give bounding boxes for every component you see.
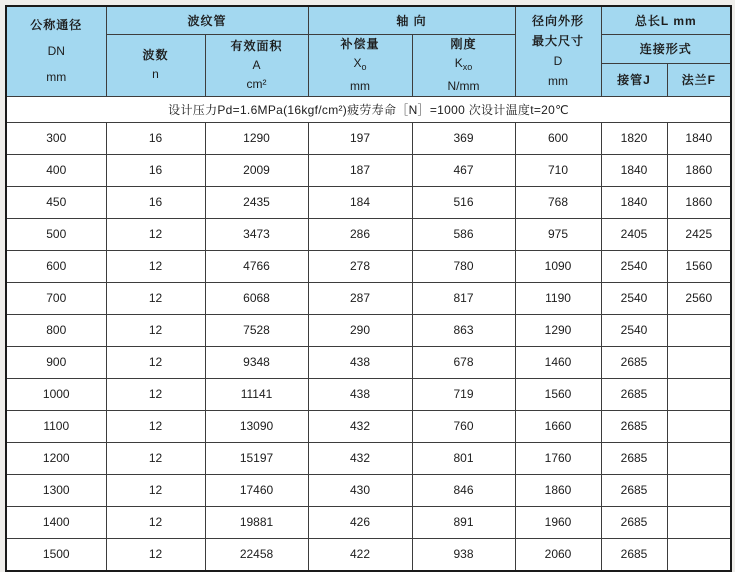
cell-radial-max-size: 1560	[515, 378, 601, 410]
cell-wave-count: 12	[106, 250, 205, 282]
cell-effective-area: 19881	[205, 506, 308, 538]
cell-wave-count: 12	[106, 474, 205, 506]
cell-radial-max-size: 710	[515, 154, 601, 186]
header-unit: mm	[46, 70, 67, 85]
cell-compensation: 278	[308, 250, 412, 282]
header-cell-flange-end	[667, 63, 731, 96]
cell-radial-max-size: 975	[515, 218, 601, 250]
cell-wave-count: 12	[106, 314, 205, 346]
header-label: 有效面积	[230, 38, 283, 53]
cell-wave-count: 12	[106, 538, 205, 571]
table-row	[6, 506, 731, 538]
header-group-connection-type	[601, 34, 731, 63]
header-label: 连接形式	[639, 42, 692, 57]
header-cell-effective-area	[205, 34, 308, 96]
cell-pipe-length: 2685	[601, 378, 667, 410]
cell-flange-length	[667, 474, 731, 506]
cell-wave-count: 12	[106, 218, 205, 250]
header-symbol: DN	[47, 44, 65, 59]
table-row	[6, 154, 731, 186]
cell-stiffness: 846	[412, 474, 515, 506]
cell-effective-area: 1290	[205, 122, 308, 154]
cell-wave-count: 12	[106, 378, 205, 410]
cell-compensation: 432	[308, 410, 412, 442]
cell-dn: 1000	[6, 378, 106, 410]
header-label: 法兰F	[681, 73, 716, 88]
header-cell-stiffness	[412, 34, 515, 96]
cell-dn: 1100	[6, 410, 106, 442]
cell-pipe-length: 1840	[601, 186, 667, 218]
cell-wave-count: 12	[106, 346, 205, 378]
cell-dn: 1200	[6, 442, 106, 474]
cell-compensation: 197	[308, 122, 412, 154]
cell-effective-area: 17460	[205, 474, 308, 506]
header-cell-radial-max-size	[515, 6, 601, 96]
cell-flange-length: 2425	[667, 218, 731, 250]
cell-wave-count: 12	[106, 282, 205, 314]
table-row	[6, 410, 731, 442]
cell-effective-area: 22458	[205, 538, 308, 571]
table-row	[6, 314, 731, 346]
cell-flange-length: 1860	[667, 154, 731, 186]
header-label: 接管J	[617, 73, 651, 88]
cell-compensation: 187	[308, 154, 412, 186]
cell-flange-length	[667, 538, 731, 571]
cell-stiffness: 467	[412, 154, 515, 186]
cell-compensation: 290	[308, 314, 412, 346]
cell-compensation: 287	[308, 282, 412, 314]
cell-radial-max-size: 768	[515, 186, 601, 218]
cell-wave-count: 12	[106, 442, 205, 474]
header-cell-nominal-diameter	[6, 6, 106, 96]
cell-compensation: 286	[308, 218, 412, 250]
header-unit: mm	[548, 74, 569, 89]
cell-dn: 500	[6, 218, 106, 250]
cell-radial-max-size: 1960	[515, 506, 601, 538]
table-row	[6, 218, 731, 250]
cell-wave-count: 16	[106, 122, 205, 154]
table-row	[6, 378, 731, 410]
cell-stiffness: 369	[412, 122, 515, 154]
cell-pipe-length: 2685	[601, 346, 667, 378]
cell-effective-area: 2009	[205, 154, 308, 186]
cell-flange-length: 1560	[667, 250, 731, 282]
cell-dn: 400	[6, 154, 106, 186]
cell-flange-length	[667, 346, 731, 378]
cell-flange-length	[667, 314, 731, 346]
header-symbol: A	[252, 57, 261, 72]
header-label: 刚度	[450, 36, 477, 51]
symbol-subscript: o	[361, 61, 367, 72]
cell-radial-max-size: 600	[515, 122, 601, 154]
cell-flange-length	[667, 506, 731, 538]
cell-stiffness: 760	[412, 410, 515, 442]
cell-effective-area: 6068	[205, 282, 308, 314]
cell-stiffness: 891	[412, 506, 515, 538]
header-symbol: n	[152, 67, 159, 81]
cell-compensation: 430	[308, 474, 412, 506]
cell-radial-max-size: 1460	[515, 346, 601, 378]
cell-stiffness: 719	[412, 378, 515, 410]
cell-effective-area: 11141	[205, 378, 308, 410]
table-row	[6, 250, 731, 282]
header-group-total-length	[601, 6, 731, 34]
cell-radial-max-size: 2060	[515, 538, 601, 571]
cell-pipe-length: 2540	[601, 314, 667, 346]
table-row	[6, 474, 731, 506]
table-row	[6, 538, 731, 571]
cell-radial-max-size: 1660	[515, 410, 601, 442]
header-label: 公称通径	[30, 18, 83, 33]
table-row	[6, 122, 731, 154]
header-label: 补偿量	[340, 36, 380, 51]
header-label: 最大尺寸	[532, 34, 585, 49]
cell-effective-area: 4766	[205, 250, 308, 282]
cell-flange-length	[667, 378, 731, 410]
header-cell-compensation	[308, 34, 412, 96]
bellows-spec-table	[5, 5, 732, 572]
cell-flange-length	[667, 442, 731, 474]
cell-pipe-length: 1840	[601, 154, 667, 186]
cell-dn: 1400	[6, 506, 106, 538]
header-cell-wave-count	[106, 34, 205, 96]
cell-stiffness: 817	[412, 282, 515, 314]
cell-pipe-length: 1820	[601, 122, 667, 154]
cell-stiffness: 863	[412, 314, 515, 346]
header-label: 径向外形	[532, 14, 585, 29]
symbol-subscript: xo	[462, 61, 473, 72]
table-row	[6, 442, 731, 474]
cell-compensation: 184	[308, 186, 412, 218]
cell-stiffness: 678	[412, 346, 515, 378]
cell-dn: 450	[6, 186, 106, 218]
cell-compensation: 438	[308, 378, 412, 410]
cell-effective-area: 7528	[205, 314, 308, 346]
cell-pipe-length: 2405	[601, 218, 667, 250]
cell-wave-count: 12	[106, 506, 205, 538]
cell-flange-length: 1860	[667, 186, 731, 218]
header-unit: N/mm	[447, 78, 480, 93]
header-label: 波纹管	[187, 13, 227, 28]
cell-radial-max-size: 1860	[515, 474, 601, 506]
cell-radial-max-size: 1090	[515, 250, 601, 282]
cell-radial-max-size: 1190	[515, 282, 601, 314]
cell-dn: 800	[6, 314, 106, 346]
cell-effective-area: 2435	[205, 186, 308, 218]
cell-dn: 900	[6, 346, 106, 378]
cell-stiffness: 586	[412, 218, 515, 250]
cell-pipe-length: 2685	[601, 506, 667, 538]
cell-stiffness: 938	[412, 538, 515, 571]
cell-flange-length: 2560	[667, 282, 731, 314]
table-row	[6, 346, 731, 378]
cell-compensation: 422	[308, 538, 412, 571]
cell-effective-area: 13090	[205, 410, 308, 442]
cell-flange-length: 1840	[667, 122, 731, 154]
header-group-bellows	[106, 6, 308, 34]
table-row	[6, 186, 731, 218]
header-label: 总长L mm	[634, 13, 697, 28]
header-symbol: $X_o$	[353, 55, 367, 72]
cell-dn: 700	[6, 282, 106, 314]
cell-compensation: 426	[308, 506, 412, 538]
cell-stiffness: 780	[412, 250, 515, 282]
table-header	[6, 6, 731, 122]
cell-pipe-length: 2540	[601, 282, 667, 314]
cell-wave-count: 16	[106, 154, 205, 186]
cell-wave-count: 12	[106, 410, 205, 442]
header-symbol: D	[553, 54, 563, 69]
header-unit: cm²	[246, 76, 267, 91]
cell-stiffness: 516	[412, 186, 515, 218]
cell-pipe-length: 2685	[601, 442, 667, 474]
cell-dn: 1500	[6, 538, 106, 571]
cell-wave-count: 16	[106, 186, 205, 218]
header-group-axial	[308, 6, 515, 34]
cell-flange-length	[667, 410, 731, 442]
cell-radial-max-size: 1760	[515, 442, 601, 474]
cell-effective-area: 15197	[205, 442, 308, 474]
cell-dn: 600	[6, 250, 106, 282]
cell-radial-max-size: 1290	[515, 314, 601, 346]
cell-compensation: 432	[308, 442, 412, 474]
cell-stiffness: 801	[412, 442, 515, 474]
cell-pipe-length: 2685	[601, 410, 667, 442]
header-unit: mm	[350, 78, 371, 93]
table-body	[6, 122, 731, 571]
cell-dn: 1300	[6, 474, 106, 506]
header-label: 轴 向	[396, 13, 427, 28]
header-symbol: $K_{xo}$	[454, 55, 473, 72]
cell-pipe-length: 2685	[601, 474, 667, 506]
cell-dn: 300	[6, 122, 106, 154]
header-cell-pipe-end	[601, 63, 667, 96]
cell-pipe-length: 2540	[601, 250, 667, 282]
cell-pipe-length: 2685	[601, 538, 667, 571]
design-conditions-note: 设计压力Pd=1.6MPa(16kgf/cm²)疲劳寿命［N］=1000 次设计温度t=20℃	[6, 96, 731, 122]
cell-effective-area: 9348	[205, 346, 308, 378]
cell-compensation: 438	[308, 346, 412, 378]
header-label: 波数	[142, 48, 169, 62]
cell-effective-area: 3473	[205, 218, 308, 250]
table-row	[6, 282, 731, 314]
